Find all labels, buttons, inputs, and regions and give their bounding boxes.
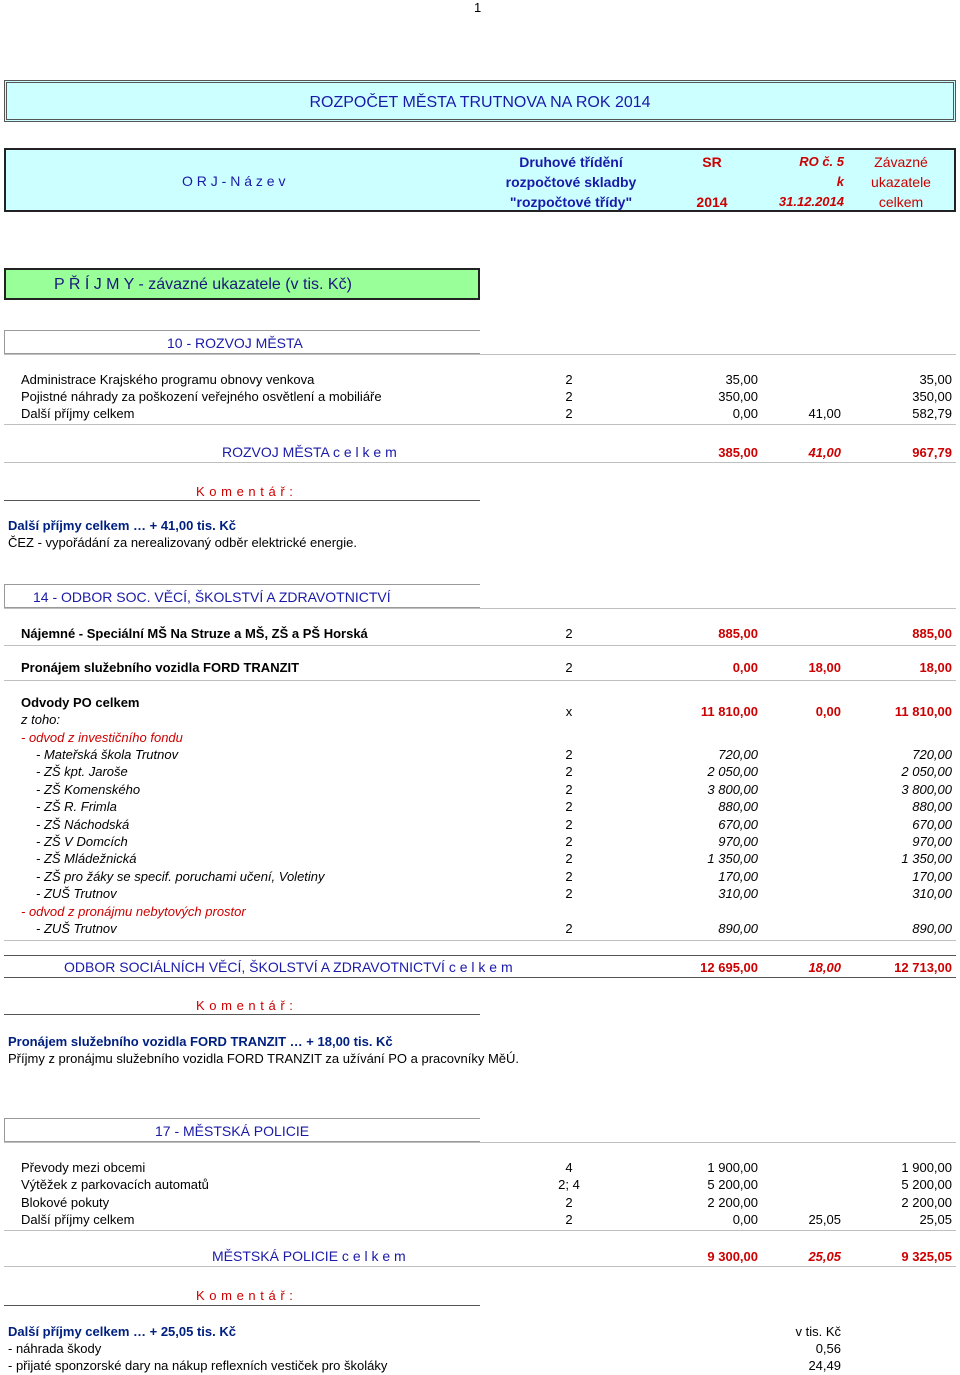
- s14-comment-head: Pronájem služebního vozidla FORD TRANZIT … + 18,00 tis. Kč: [8, 1034, 393, 1049]
- sub1-label: - odvod z investičního fondu: [21, 730, 183, 745]
- s17-title: 17 - MĚSTSKÁ POLICIE: [155, 1123, 310, 1139]
- odvody-values: x 11 810,00 0,00 11 810,00: [565, 704, 952, 719]
- sub2-label: - odvod z pronájmu nebytových prostor: [21, 904, 246, 919]
- s14-title: 14 - ODBOR SOC. VĚCÍ, ŠKOLSTVÍ A ZDRAVOTNICTVÍ: [33, 589, 391, 605]
- column-header: [4, 148, 956, 212]
- s14-comment-label: K o m e n t á ř :: [196, 998, 294, 1013]
- s17-comment-label: K o m e n t á ř :: [196, 1288, 294, 1303]
- table-row: - ZŠ pro žáky se specif. poruchami učení, Voletiny 2 170,00 170,00: [36, 869, 952, 884]
- s17-comment-item-value: 24,49: [808, 1358, 841, 1373]
- s10-title: 10 - ROZVOJ MĚSTA: [167, 335, 303, 351]
- s14-title-box: [4, 584, 480, 608]
- s17-total-values: 9 300,00 25,05 9 325,05: [707, 1249, 952, 1264]
- title-banner: [4, 80, 956, 122]
- table-row: Blokové pokuty 2 2 200,00 2 200,00: [21, 1195, 952, 1210]
- s10-total-row: ROZVOJ MĚSTA c e l k e m: [222, 444, 397, 460]
- z-toho-label: z toho:: [21, 712, 61, 727]
- header-ro: RO č. 5 k 31.12.2014: [778, 154, 844, 209]
- income-banner: [4, 268, 480, 300]
- table-row: Převody mezi obcemi 4 1 900,00 1 900,00: [21, 1160, 952, 1175]
- table-row: - ZUŠ Trutnov 2 890,00 890,00: [36, 921, 952, 936]
- table-row: - ZŠ Mládežnická 2 1 350,00 1 350,00: [36, 851, 952, 866]
- header-zu: Závazné ukazatele celkem: [871, 154, 931, 210]
- s17-title-box: [4, 1118, 480, 1142]
- table-row: - ZŠ R. Frimla 2 880,00 880,00: [36, 799, 952, 814]
- table-row: - ZŠ Náchodská 2 670,00 670,00: [36, 817, 952, 832]
- s17-comment-head: Další příjmy celkem … + 25,05 tis. Kč: [8, 1324, 236, 1339]
- table-row: - ZŠ Komenského 2 3 800,00 3 800,00: [36, 782, 952, 797]
- table-row: - ZŠ V Domcích 2 970,00 970,00: [36, 834, 952, 849]
- s14-comment-text: Příjmy z pronájmu služebního vozidla FORD TRANZIT za užívání PO a pracovníky MěÚ.: [8, 1051, 520, 1066]
- s14-total-values: 12 695,00 18,00 12 713,00: [700, 960, 952, 975]
- table-row: Administrace Krajského programu obnovy venkova 2 35,00 35,00: [21, 372, 952, 387]
- page-number: 1: [474, 0, 482, 15]
- header-sr: SR 2014: [696, 154, 728, 210]
- s10-comment-text: ČEZ - vypořádání za nerealizovaný odběr elektrické energie.: [8, 535, 358, 550]
- table-row: Odvody PO celkem: [21, 695, 140, 710]
- s10-total-values: 385,00 41,00 967,79: [718, 445, 952, 460]
- s10-title-box: [4, 330, 480, 354]
- table-row: - Mateřská škola Trutnov 2 720,00 720,00: [36, 747, 952, 762]
- s10-comment-head: Další příjmy celkem … + 41,00 tis. Kč: [8, 518, 236, 533]
- table-row: Nájemné - Speciální MŠ Na Struze a MŠ, ZŠ a PŠ Horská 2 885,00 885,00: [21, 626, 952, 641]
- s10-comment-label: K o m e n t á ř :: [196, 484, 294, 499]
- table-row: - ZŠ kpt. Jaroše 2 2 050,00 2 050,00: [36, 764, 952, 779]
- income-title: P Ř Í J M Y - závazné ukazatele (v tis. Kč): [54, 276, 352, 293]
- table-row: Další příjmy celkem 2 0,00 41,00 582,79: [21, 406, 952, 421]
- s14-total-row: ODBOR SOCIÁLNÍCH VĚCÍ, ŠKOLSTVÍ A ZDRAVOTNICTVÍ c e l k e m: [64, 959, 513, 975]
- s17-total-row: MĚSTSKÁ POLICIE c e l k e m: [212, 1248, 406, 1264]
- table-row: Pojistné náhrady za poškození veřejného osvětlení a mobiliáře 2 350,00 350,00: [21, 389, 952, 404]
- table-row: Výtěžek z parkovacích automatů 2; 4 5 200,00 5 200,00: [21, 1177, 952, 1192]
- header-classification: Druhové třídění rozpočtové skladby "rozpočtové třídy": [505, 154, 637, 210]
- s17-comment-item: - přijaté sponzorské dary na nákup reflexních vestiček pro školáky: [8, 1358, 388, 1373]
- table-row: Další příjmy celkem 2 0,00 25,05 25,05: [21, 1212, 952, 1227]
- s17-comment-item-value: 0,56: [815, 1341, 841, 1356]
- s17-comment-unit: v tis. Kč: [795, 1324, 841, 1339]
- header-orj: O R J - N á z e v: [182, 173, 286, 189]
- table-row: Pronájem služebního vozidla FORD TRANZIT 2 0,00 18,00 18,00: [21, 660, 952, 675]
- s17-comment-item: - náhrada škody: [8, 1341, 102, 1356]
- table-row: - ZUŠ Trutnov 2 310,00 310,00: [36, 886, 952, 901]
- page-title: ROZPOČET MĚSTA TRUTNOVA NA ROK 2014: [309, 94, 651, 111]
